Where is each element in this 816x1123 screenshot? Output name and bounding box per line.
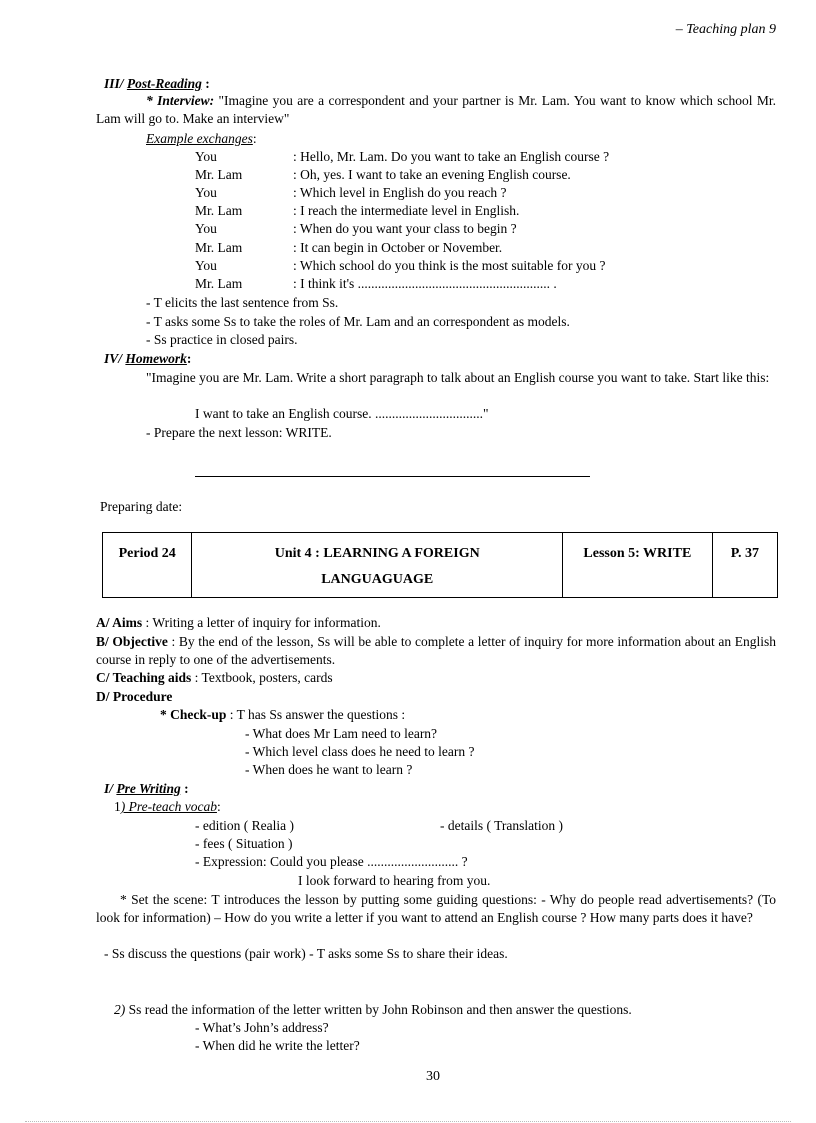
exchange-line: : It can begin in October or November. <box>293 240 503 255</box>
pre-writing-heading: I/ Pre Writing : <box>104 781 189 796</box>
exchange-line: : Hello, Mr. Lam. Do you want to take an English course ? <box>293 149 610 164</box>
task-2-question: - What’s John’s address? <box>195 1020 329 1035</box>
post-reading-heading: III/ Post-Reading : <box>104 76 210 91</box>
check-up: * Check-up : T has Ss answer the questions : <box>160 707 406 722</box>
exchange-line: : I think it's ......................................................... . <box>293 276 557 291</box>
task-2: 2) Ss read the information of the letter written by John Robinson and then answer the questions. <box>114 1002 632 1017</box>
page-cell: P. 37 <box>712 533 777 598</box>
unit-title-line2: LANGUAGUAGE <box>321 572 434 587</box>
exchange-speaker: Mr. Lam <box>195 203 243 218</box>
exchange-speaker: You <box>195 258 217 273</box>
check-up-question: - Which level class does he need to learn ? <box>245 744 475 759</box>
objective: B/ Objective : By the end of the lesson, Ss will be able to complete a letter of inquiry for more information about an English course in reply to one of the advertisements. <box>96 634 776 667</box>
interview-instruction: * Interview: "Imagine you are a correspondent and your partner is Mr. Lam. You want to know which school Mr. Lam will go to. Make an interview" <box>96 93 776 126</box>
pair-work-discussion: - Ss discuss the questions (pair work) - T asks some Ss to share their ideas. <box>104 946 508 961</box>
teaching-aids: C/ Teaching aids : Textbook, posters, cards <box>96 670 333 685</box>
post-reading-note: - Ss practice in closed pairs. <box>146 332 298 347</box>
example-exchanges-label: Example exchanges: <box>146 131 257 146</box>
check-up-question: - What does Mr Lam need to learn? <box>245 726 438 741</box>
exchange-speaker: You <box>195 221 217 236</box>
unit-title-line1: Unit 4 : LEARNING A FOREIGN <box>274 546 480 561</box>
vocab-details: - details ( Translation ) <box>440 818 563 833</box>
exchange-line: : Oh, yes. I want to take an evening English course. <box>293 167 571 182</box>
exchange-speaker: Mr. Lam <box>195 240 243 255</box>
exchange-speaker: You <box>195 149 217 164</box>
lesson-info-table <box>102 532 778 598</box>
procedure-heading: D/ Procedure <box>96 689 173 704</box>
set-the-scene: * Set the scene: T introduces the lesson by putting some guiding questions: - Why do people read advertisements? (To look for information) – How do you write a letter if you want to attend an English course ? How many parts does it have? <box>96 892 776 925</box>
exchange-line: : I reach the intermediate level in English. <box>293 203 520 218</box>
exchange-line: : Which level in English do you reach ? <box>293 185 507 200</box>
section-divider <box>195 476 590 477</box>
lesson-cell: Lesson 5: WRITE <box>563 533 713 598</box>
pre-teach-vocab-label: 1) Pre-teach vocab: <box>114 799 221 814</box>
exchange-speaker: You <box>195 185 217 200</box>
table-row <box>103 533 778 598</box>
unit-cell <box>192 533 563 598</box>
homework-instruction: "Imagine you are Mr. Lam. Write a short paragraph to talk about an English course you want to take. Start like this: <box>146 370 770 385</box>
check-up-question: - When does he want to learn ? <box>245 762 413 777</box>
preparing-date: Preparing date: <box>100 499 183 514</box>
vocab-fees: - fees ( Situation ) <box>195 836 293 851</box>
homework-prepare: - Prepare the next lesson: WRITE. <box>146 425 332 440</box>
post-reading-note: - T elicits the last sentence from Ss. <box>146 295 339 310</box>
page-number: 30 <box>426 1069 440 1084</box>
post-reading-note: - T asks some Ss to take the roles of Mr. Lam and an correspondent as models. <box>146 314 570 329</box>
period-cell: Period 24 <box>103 533 192 598</box>
vocab-expression-2: I look forward to hearing from you. <box>298 873 491 888</box>
footer-border <box>25 1121 791 1122</box>
running-header: – Teaching plan 9 <box>675 22 776 37</box>
exchange-speaker: Mr. Lam <box>195 167 243 182</box>
task-2-question: - When did he write the letter? <box>195 1038 360 1053</box>
vocab-expression: - Expression: Could you please ........................... ? <box>195 854 468 869</box>
homework-heading: IV/ Homework: <box>104 351 192 366</box>
exchange-speaker: Mr. Lam <box>195 276 243 291</box>
aims: A/ Aims : Writing a letter of inquiry for information. <box>96 615 381 630</box>
exchange-line: : When do you want your class to begin ? <box>293 221 517 236</box>
exchange-line: : Which school do you think is the most suitable for you ? <box>293 258 606 273</box>
vocab-edition: - edition ( Realia ) <box>195 818 294 833</box>
homework-sample: I want to take an English course. ................................" <box>195 406 489 421</box>
